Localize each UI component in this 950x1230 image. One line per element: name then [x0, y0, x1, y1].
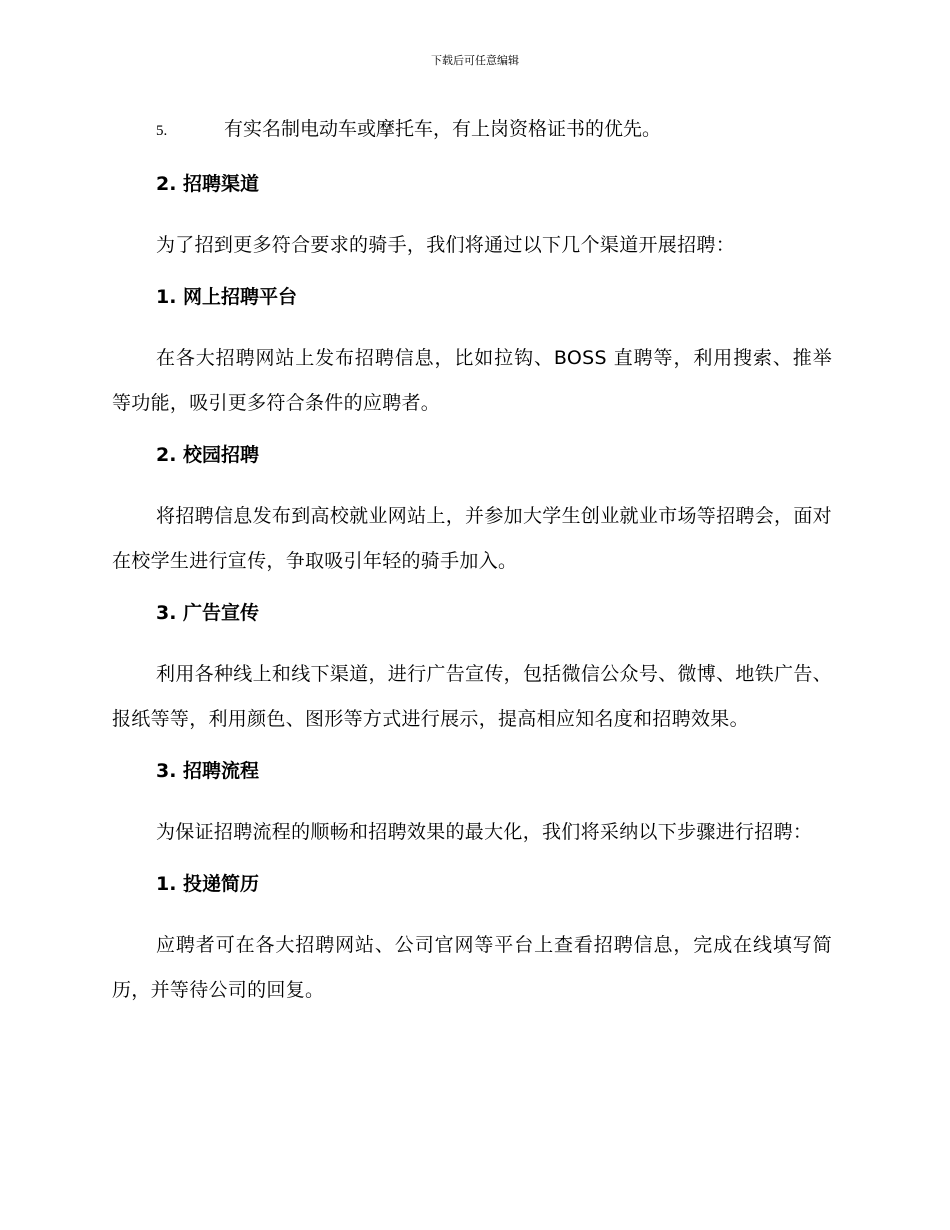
paragraph-process-intro: 为保证招聘流程的顺畅和招聘效果的最大化，我们将采纳以下步骤进行招聘： — [156, 821, 813, 843]
subheading-advertising: 3. 广告宣传 — [156, 602, 260, 624]
subheading-online-platform: 1. 网上招聘平台 — [156, 286, 298, 308]
page-header: 下载后可任意编辑 — [431, 54, 519, 67]
subheading-submit-resume: 1. 投递简历 — [156, 873, 260, 895]
list-item-5 — [112, 113, 832, 145]
list-item-text: 有实名制电动车或摩托车，有上岗资格证书的优先。 — [224, 118, 662, 140]
subheading-campus-recruitment: 2. 校园招聘 — [156, 444, 260, 466]
paragraph-online-platform: 在各大招聘网站上发布招聘信息，比如拉钩、BOSS 直聘等，利用搜索、推举等功能，吸引更多符合条件的应聘者。 — [112, 347, 832, 414]
paragraph-channels-intro: 为了招到更多符合要求的骑手，我们将通过以下几个渠道开展招聘： — [156, 234, 736, 256]
document-body — [112, 113, 832, 1026]
paragraph-advertising: 利用各种线上和线下渠道，进行广告宣传，包括微信公众号、微博、地铁广告、报纸等等，利用颜色、图形等方式进行展示，提高相应知名度和招聘效果。 — [112, 663, 832, 730]
section-heading-channels: 2. 招聘渠道 — [156, 173, 260, 195]
paragraph-campus-recruitment: 将招聘信息发布到高校就业网站上，并参加大学生创业就业市场等招聘会，面对在校学生进行宣传，争取吸引年轻的骑手加入。 — [112, 505, 832, 572]
paragraph-submit-resume: 应聘者可在各大招聘网站、公司官网等平台上查看招聘信息，完成在线填写简历，并等待公司的回复。 — [112, 934, 832, 1001]
section-heading-process: 3. 招聘流程 — [156, 760, 260, 782]
list-item-number: 5. — [156, 123, 168, 139]
